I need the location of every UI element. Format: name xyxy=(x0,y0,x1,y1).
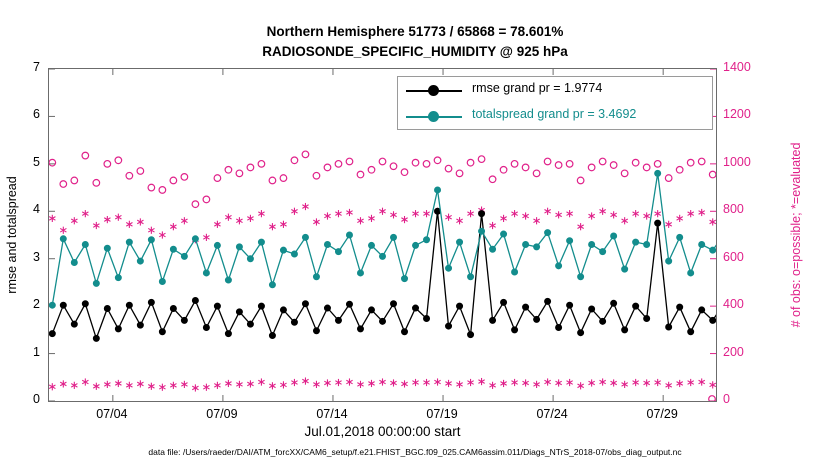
y-axis-label-right: # of obs: o=possible; *=evaluated xyxy=(789,142,803,328)
y-tick-right: 400 xyxy=(723,297,744,312)
legend xyxy=(397,76,713,130)
y-tick-right: 1000 xyxy=(723,154,751,169)
legend-item-rmse[interactable] xyxy=(398,77,714,104)
y-tick-left: 3 xyxy=(33,249,40,264)
y-tick-left: 1 xyxy=(33,344,40,359)
legend-item-totalspread[interactable] xyxy=(398,103,714,130)
legend-label-totalspread: totalspread grand pr = 3.4692 xyxy=(472,107,637,121)
x-tick: 07/14 xyxy=(316,407,348,421)
x-tick: 07/04 xyxy=(96,407,128,421)
y-tick-left: 2 xyxy=(33,297,40,312)
x-axis-label: Jul.01,2018 00:00:00 start xyxy=(304,424,461,439)
y-tick-left: 5 xyxy=(33,154,40,169)
chart-title-line1: Northern Hemisphere 51773 / 65868 = 78.601% xyxy=(266,24,564,39)
legend-label-rmse: rmse grand pr = 1.9774 xyxy=(472,81,603,95)
x-tick: 07/09 xyxy=(206,407,238,421)
y-tick-right: 600 xyxy=(723,249,744,264)
y-tick-right: 1400 xyxy=(723,60,751,74)
y-tick-right: 200 xyxy=(723,344,744,359)
x-tick: 07/29 xyxy=(646,407,678,421)
x-tick: 07/19 xyxy=(426,407,458,421)
legend-marker-rmse xyxy=(428,85,439,96)
chart-title-line2: RADIOSONDE_SPECIFIC_HUMIDITY @ 925 hPa xyxy=(262,44,568,59)
y-tick-right: 0 xyxy=(723,392,730,406)
y-tick-left: 6 xyxy=(33,107,40,122)
y-axis-label-left: rmse and totalspread xyxy=(5,176,19,294)
y-tick-left: 0 xyxy=(33,392,40,406)
y-tick-left: 4 xyxy=(33,202,40,217)
y-tick-right: 800 xyxy=(723,202,744,217)
legend-marker-totalspread xyxy=(428,111,439,122)
y-tick-left: 7 xyxy=(33,60,40,74)
y-tick-right: 1200 xyxy=(723,107,751,122)
x-tick: 07/24 xyxy=(536,407,568,421)
footer-datafile: data file: /Users/raeder/DAI/ATM_forcXX/CAM6_setup/f.e21.FHIST_BGC.f09_025.CAM6assim.011/Diags_NTrS_2018-07/obs_diag_output.nc xyxy=(148,447,682,457)
